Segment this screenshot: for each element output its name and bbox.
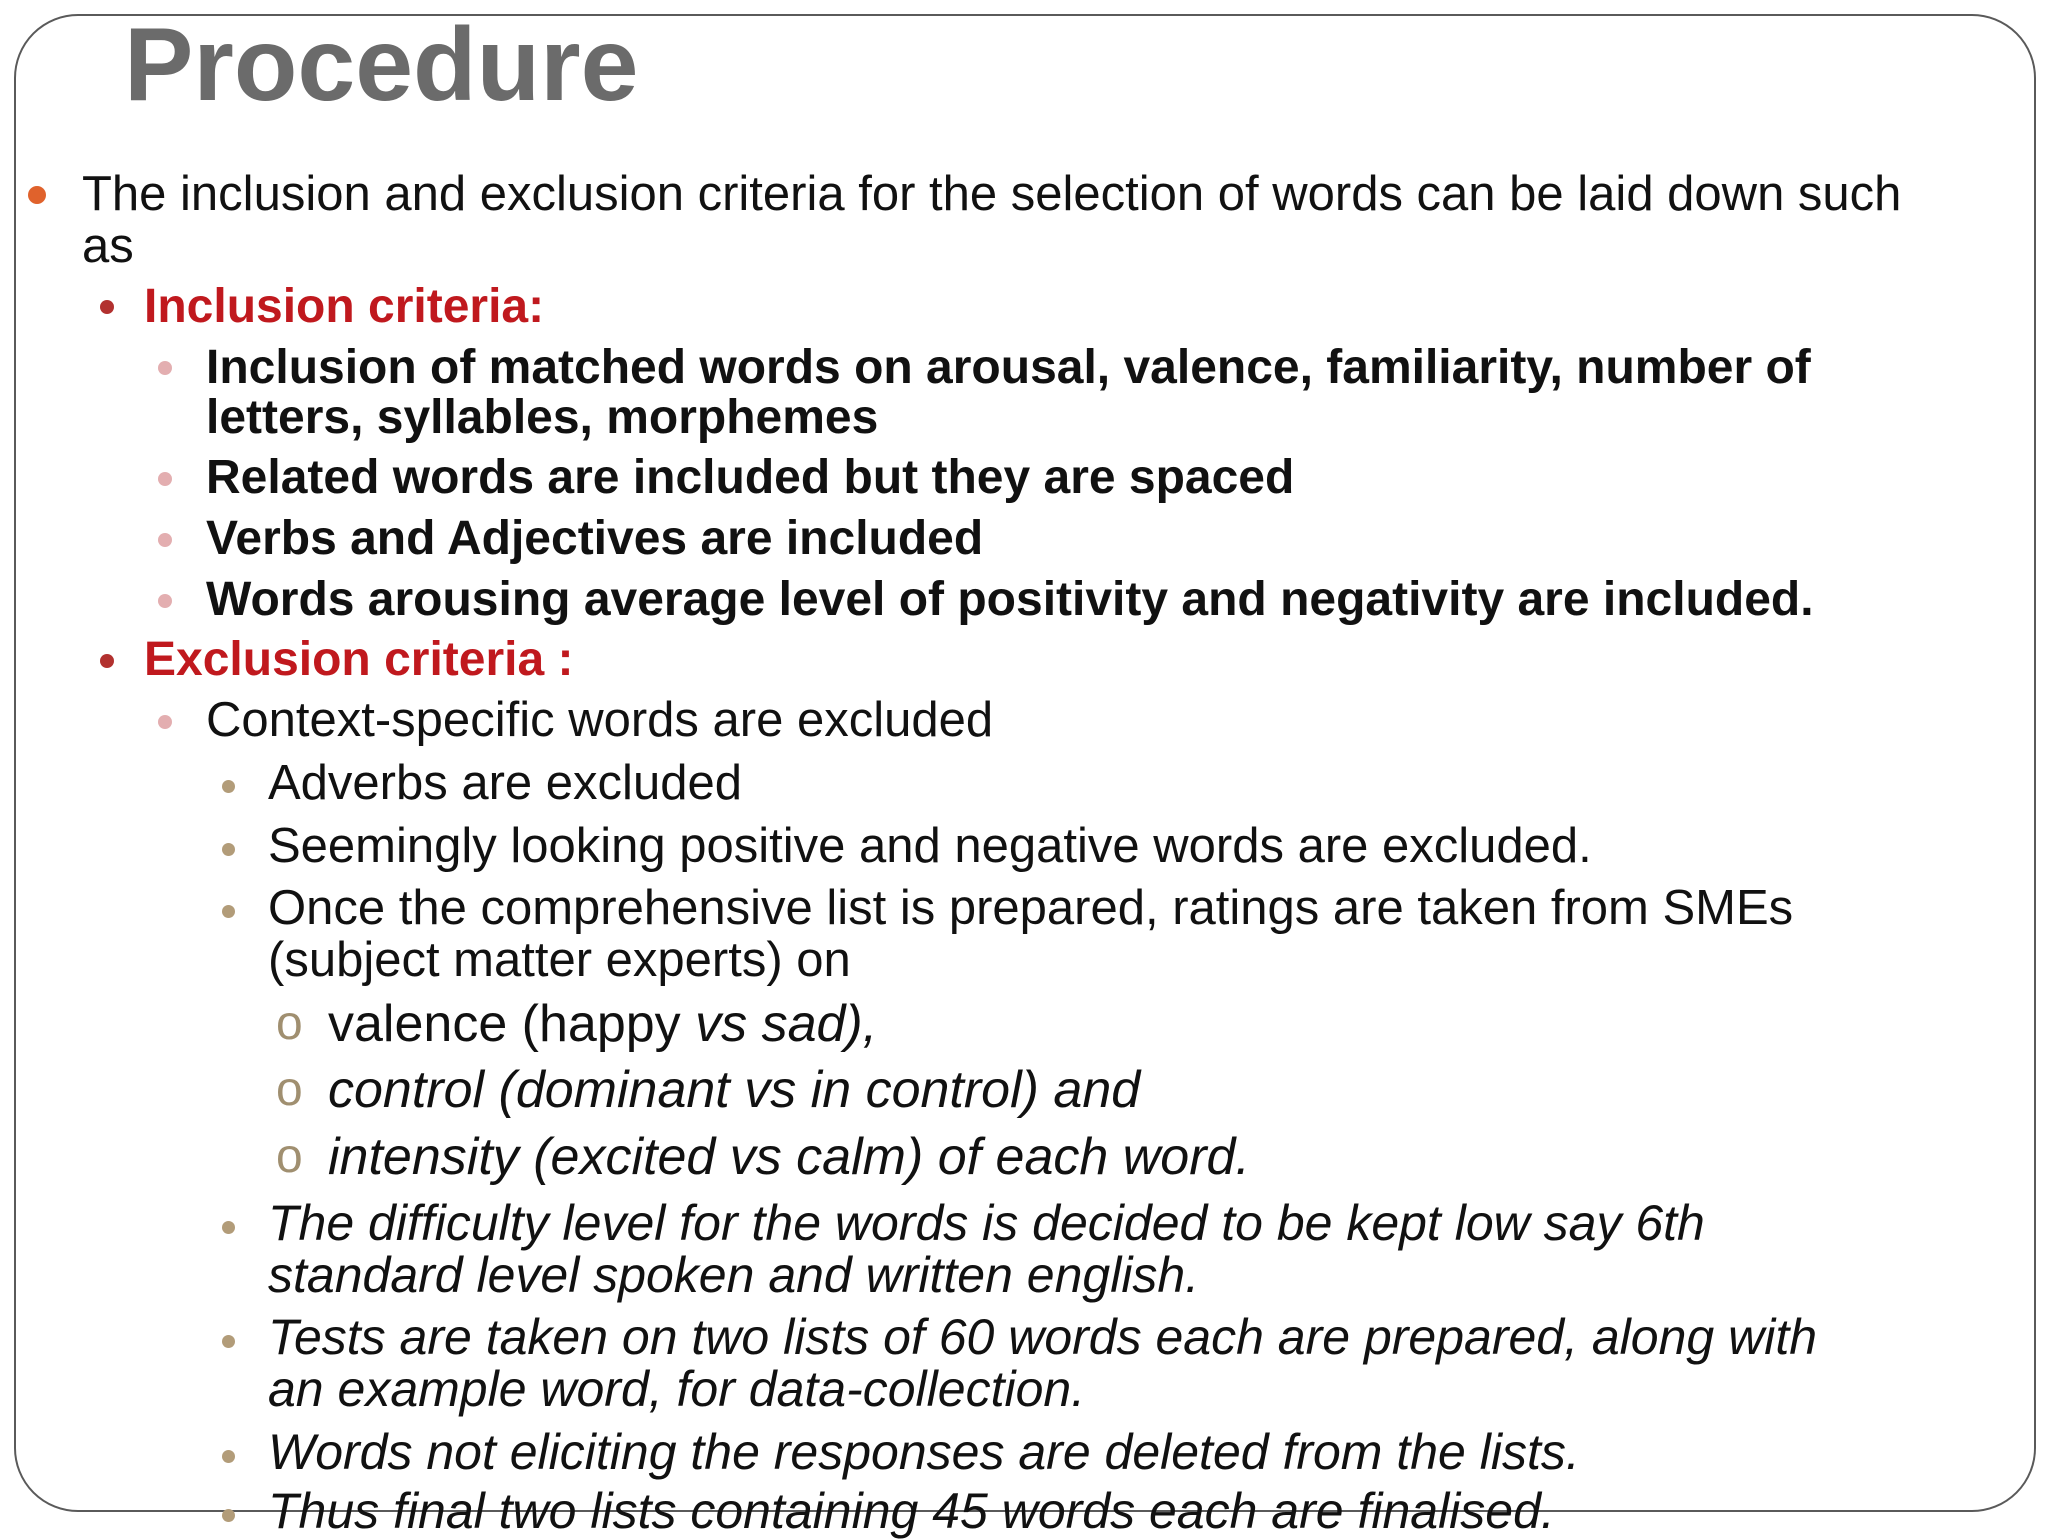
- final-item-1-line-1: The difficulty level for the words is decided to be kept low say 6th: [268, 1195, 1705, 1251]
- exclusion-subitem-1: Adverbs are excluded: [268, 756, 742, 810]
- final-item-2-line-1: Tests are taken on two lists of 60 words each are prepared, along with: [268, 1309, 1818, 1365]
- final-item-bullet-icon: [222, 1450, 235, 1463]
- inclusion-item-bullet-icon: [158, 594, 172, 608]
- ratings-marker-icon: o: [276, 997, 303, 1050]
- rating-control-italic: control (dominant vs in control) and: [328, 1061, 1141, 1119]
- final-item-4: Thus final two lists containing 45 words each are finalised.: [268, 1483, 1555, 1539]
- rating-control: [328, 1060, 1140, 1120]
- exclusion-item-1: Context-specific words are excluded: [206, 693, 994, 747]
- exclusion-subitem-3-line-1: Once the comprehensive list is prepared, ratings are taken from SMEs: [268, 881, 1794, 935]
- rating-valence-plain: valence (happy: [328, 995, 696, 1053]
- final-item-bullet-icon: [222, 1335, 235, 1348]
- final-item-2-line-2: an example word, for data-collection.: [268, 1361, 1086, 1417]
- intro-bullet-icon: [28, 186, 46, 204]
- rating-intensity: [328, 1127, 1250, 1187]
- final-item-3: Words not eliciting the responses are deleted from the lists.: [268, 1424, 1580, 1480]
- rating-valence-italic: vs sad),: [695, 995, 878, 1053]
- exclusion-header: Exclusion criteria :: [144, 633, 574, 686]
- inclusion-item-bullet-icon: [158, 472, 172, 486]
- final-item-bullet-icon: [222, 1221, 235, 1234]
- intro-line-2: as: [82, 219, 134, 273]
- ratings-marker-icon: o: [276, 1063, 303, 1116]
- inclusion-item-1-line-2: letters, syllables, morphemes: [206, 391, 879, 444]
- rating-valence: [328, 994, 877, 1054]
- rating-intensity-italic: intensity (excited vs calm) of each word.: [328, 1128, 1250, 1186]
- intro-line-1: The inclusion and exclusion criteria for the selection of words can be laid down such: [82, 167, 1902, 221]
- inclusion-item-3: Verbs and Adjectives are included: [206, 512, 984, 565]
- inclusion-item-bullet-icon: [158, 361, 172, 375]
- exclusion-subitem-2: Seemingly looking positive and negative words are excluded.: [268, 819, 1592, 873]
- inclusion-header: Inclusion criteria:: [144, 280, 545, 333]
- ratings-marker-icon: o: [276, 1130, 303, 1183]
- inclusion-item-bullet-icon: [158, 533, 172, 547]
- exclusion-subitem-bullet-icon: [222, 843, 235, 856]
- inclusion-item-4: Words arousing average level of positivity and negativity are included.: [206, 573, 1814, 626]
- exclusion-subitem-3-line-2: (subject matter experts) on: [268, 933, 851, 987]
- inclusion-item-2: Related words are included but they are spaced: [206, 451, 1295, 504]
- final-item-bullet-icon: [222, 1509, 235, 1522]
- inclusion-item-1-line-1: Inclusion of matched words on arousal, valence, familiarity, number of: [206, 341, 1811, 394]
- slide-title: Procedure: [124, 7, 639, 123]
- exclusion-bullet-icon: [100, 654, 114, 668]
- final-item-1-line-2: standard level spoken and written english.: [268, 1247, 1200, 1303]
- exclusion-subitem-bullet-icon: [222, 780, 235, 793]
- inclusion-bullet-icon: [100, 300, 114, 314]
- exclusion-item-bullet-icon: [158, 715, 172, 729]
- exclusion-subitem-bullet-icon: [222, 905, 235, 918]
